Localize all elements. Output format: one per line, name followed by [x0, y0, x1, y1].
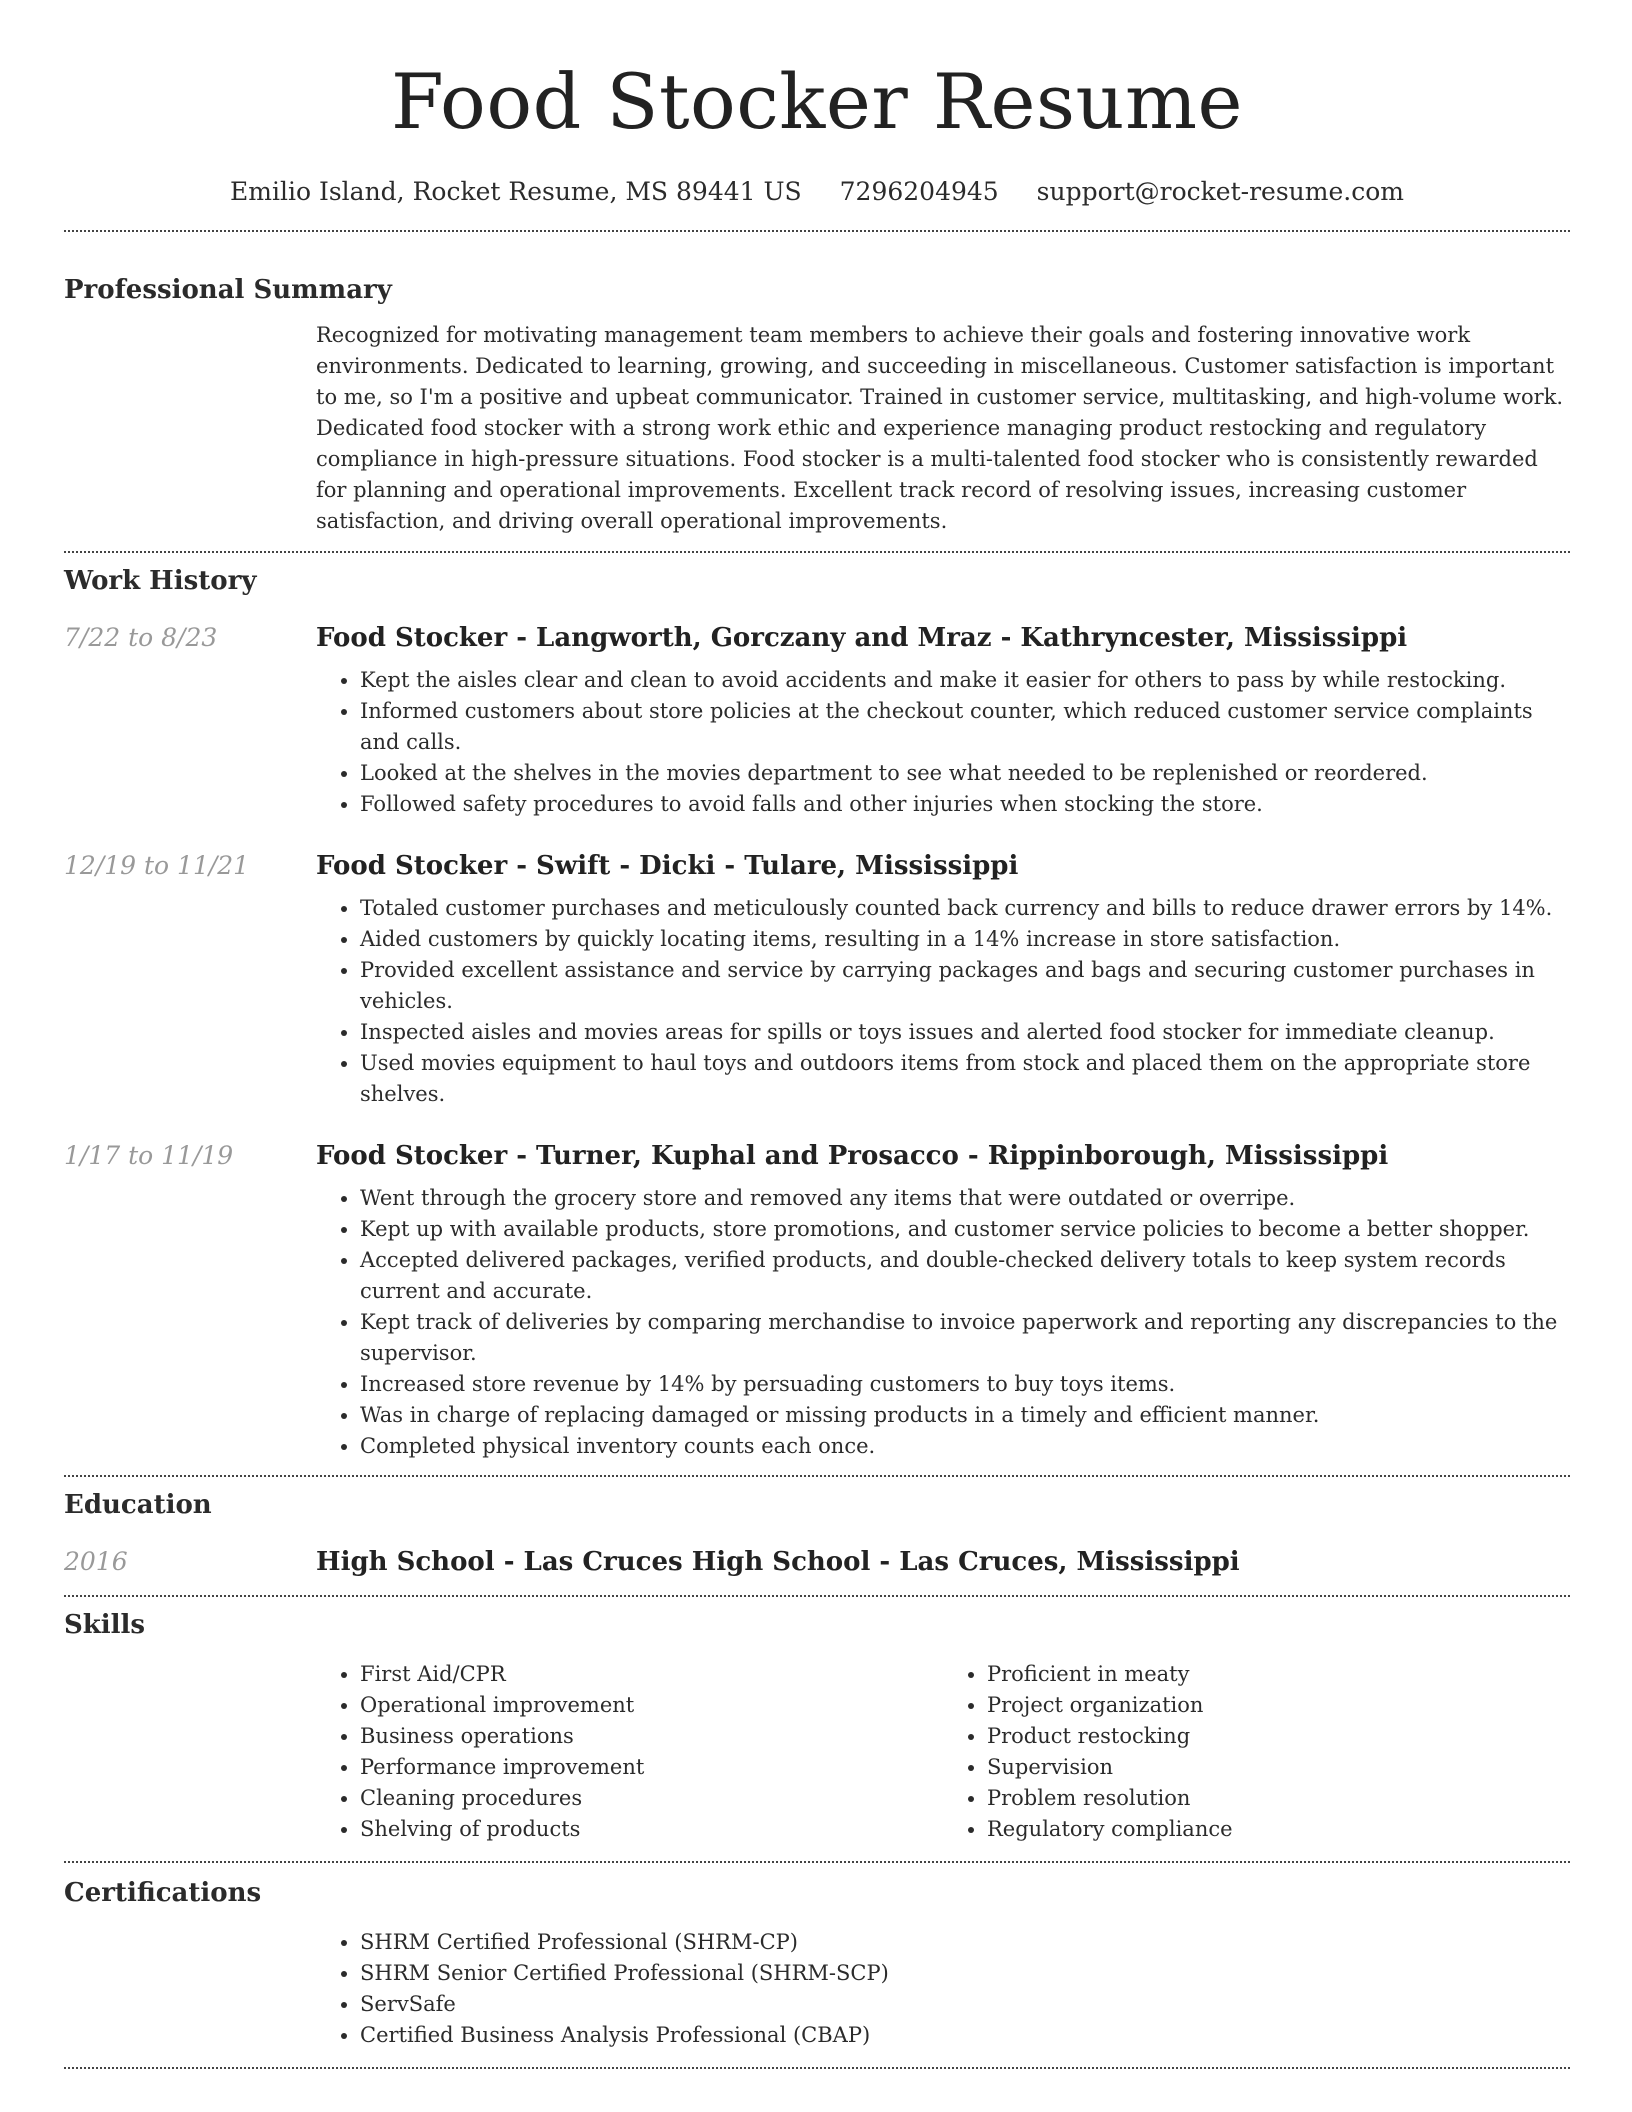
skill-item: • Regulatory compliance	[987, 1814, 1570, 1845]
certifications-list	[316, 1927, 1570, 2051]
certification-item: • SHRM Senior Certified Professional (SHRM-SCP)	[360, 1958, 1570, 1989]
certifications-section	[64, 1863, 1570, 2051]
education-entry	[64, 1542, 1570, 1582]
skill-item: • Performance improvement	[360, 1752, 943, 1783]
skill-item: • Operational improvement	[360, 1690, 943, 1721]
resume-page	[64, 0, 1570, 2069]
education-heading: Education	[64, 1490, 212, 1520]
skill-item: • Supervision	[987, 1752, 1570, 1783]
contact-line	[64, 172, 1570, 212]
work-history-section	[64, 553, 1570, 1462]
job-bullet: • Increased store revenue by 14% by persuading customers to buy toys items.	[360, 1369, 1570, 1400]
education-title: High School - Las Cruces High School - Las Cruces, Mississippi	[316, 1547, 1240, 1577]
contact-phone: 7296204945	[839, 177, 999, 206]
skill-item: • Product restocking	[987, 1721, 1570, 1752]
job-bullets	[316, 893, 1570, 1110]
job-bullet: • Inspected aisles and movies areas for spills or toys issues and alerted food stocker for immediate cleanup.	[360, 1017, 1570, 1048]
job-dates: 12/19 to 11/21	[64, 851, 250, 880]
skills-heading: Skills	[64, 1610, 146, 1640]
job-bullet: • Accepted delivered packages, verified products, and double-checked delivery totals to keep system records current and accurate.	[360, 1245, 1570, 1307]
job-bullet: • Followed safety procedures to avoid falls and other injuries when stocking the store.	[360, 789, 1570, 820]
work-history-heading: Work History	[64, 566, 257, 596]
job-bullet: • Aided customers by quickly locating items, resulting in a 14% increase in store satisfaction.	[360, 924, 1570, 955]
skill-item: • Problem resolution	[987, 1783, 1570, 1814]
job-bullet: • Was in charge of replacing damaged or missing products in a timely and efficient manner.	[360, 1400, 1570, 1431]
job-title: Food Stocker - Swift - Dicki - Tulare, Mississippi	[316, 851, 1019, 881]
job-bullet: • Kept up with available products, store promotions, and customer service policies to become a better shopper.	[360, 1214, 1570, 1245]
certification-item: • ServSafe	[360, 1989, 1570, 2020]
resume-title: Food Stocker Resume	[390, 57, 1244, 146]
summary-text: Recognized for motivating management team members to achieve their goals and fostering innovative work environments. Dedicated to learning, growing, and succeeding in miscellaneous. Customer satisfaction is important to me, so I'm a positive and upbeat communicator. Trained in customer service, multitasking, and high-volume work. Dedicated food stocker with a strong work ethic and experience managing product restocking and regulatory compliance in high-pressure situations. Food stocker is a multi-talented food stocker who is consistently rewarded for planning and operational improvements. Excellent track record of resolving issues, increasing customer satisfaction, and driving overall operational improvements.	[316, 323, 1564, 533]
job-bullet: • Went through the grocery store and removed any items that were outdated or overripe.	[360, 1183, 1570, 1214]
job-bullets	[316, 1183, 1570, 1462]
skill-item: • Business operations	[360, 1721, 943, 1752]
skills-section	[64, 1597, 1570, 1845]
job-title: Food Stocker - Turner, Kuphal and Prosacco - Rippinborough, Mississippi	[316, 1141, 1389, 1171]
job-dates: 7/22 to 8/23	[64, 623, 218, 652]
education-section	[64, 1477, 1570, 1582]
skills-list-left	[316, 1659, 943, 1845]
certification-item: • SHRM Certified Professional (SHRM-CP)	[360, 1927, 1570, 1958]
job-entry	[64, 846, 1570, 1110]
job-bullet: • Used movies equipment to haul toys and outdoors items from stock and placed them on the appropriate store shelves.	[360, 1048, 1570, 1110]
contact-email: support@rocket-resume.com	[1036, 177, 1404, 206]
certification-item: • Certified Business Analysis Professional (CBAP)	[360, 2020, 1570, 2051]
job-bullet: • Kept track of deliveries by comparing merchandise to invoice paperwork and reporting any discrepancies to the supervisor.	[360, 1307, 1570, 1369]
job-bullet: • Completed physical inventory counts each once.	[360, 1431, 1570, 1462]
contact-address: Emilio Island, Rocket Resume, MS 89441 US	[230, 177, 802, 206]
job-bullet: • Totaled customer purchases and meticulously counted back currency and bills to reduce drawer errors by 14%.	[360, 893, 1570, 924]
skill-item: • Shelving of products	[360, 1814, 943, 1845]
job-bullet: • Provided excellent assistance and service by carrying packages and bags and securing customer purchases in vehicles.	[360, 955, 1570, 1017]
job-dates: 1/17 to 11/19	[64, 1141, 234, 1170]
job-bullet: • Kept the aisles clear and clean to avoid accidents and make it easier for others to pass by while restocking.	[360, 665, 1570, 696]
skill-item: • Proficient in meaty	[987, 1659, 1570, 1690]
job-bullet: • Looked at the shelves in the movies department to see what needed to be replenished or reordered.	[360, 758, 1570, 789]
skill-item: • First Aid/CPR	[360, 1659, 943, 1690]
job-entry	[64, 1136, 1570, 1462]
summary-section	[64, 232, 1570, 537]
certifications-heading: Certifications	[64, 1878, 262, 1908]
job-entry	[64, 618, 1570, 820]
summary-heading: Professional Summary	[64, 275, 392, 305]
divider	[64, 2067, 1570, 2069]
job-bullets	[316, 665, 1570, 820]
skills-list-right	[943, 1659, 1570, 1845]
job-title: Food Stocker - Langworth, Gorczany and Mraz - Kathryncester, Mississippi	[316, 623, 1408, 653]
skill-item: • Cleaning procedures	[360, 1783, 943, 1814]
job-bullet: • Informed customers about store policies at the checkout counter, which reduced customer service complaints and calls.	[360, 696, 1570, 758]
skill-item: • Project organization	[987, 1690, 1570, 1721]
education-dates: 2016	[64, 1547, 128, 1576]
